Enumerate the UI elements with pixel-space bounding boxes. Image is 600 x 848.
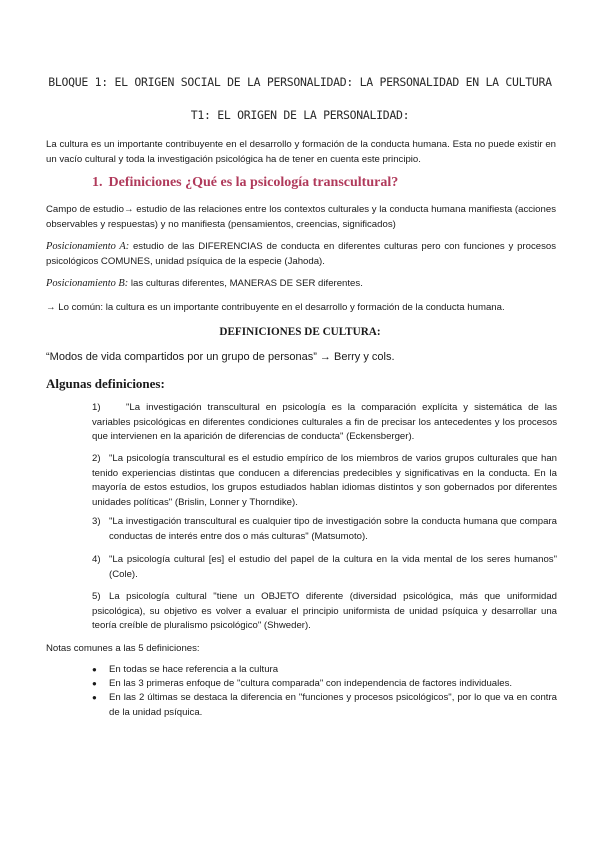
definition-number: 1)	[92, 402, 101, 413]
campo-paragraph: Campo de estudio→ estudio de las relaciones entre los contextos culturales y la conducta humana manifiesta (acciones observables y respuestas) y no manifiesta (pensamientos, creencias, significados)	[46, 204, 556, 230]
intro-paragraph: La cultura es un importante contribuyente en el desarrollo y formación de la conducta humana. Esta no puede existir en un vacío cultural y toda la investigación psicológica ha de tener en cuenta este principio.	[46, 139, 556, 165]
modos-de-vida-quote: “Modos de vida compartidos por un grupo de personas” → Berry y cols.	[46, 351, 395, 363]
pos-a-label: Posicionamiento A:	[46, 241, 130, 252]
definition-item	[92, 401, 557, 445]
bullet-icon: ●	[92, 665, 97, 674]
list-item	[92, 691, 557, 720]
list-item	[92, 677, 557, 692]
posicionamiento-b	[46, 277, 556, 292]
definition-text: "La psicología cultural [es] el estudio del papel de la cultura en la vida mental de los seres humanos" (Cole).	[109, 554, 557, 580]
definition-text: "La psicología transcultural es el estudio empírico de los miembros de varios grupos culturales que han tenido experiencias distintas que conducen a diferencias predecibles y significativas en la conducta. En la mayoría de estos estudios, los grupos estudiados hablan idiomas distintos y son gobernados por diferentes unidades políticas" (Brislin, Lonner y Thorndike).	[92, 453, 557, 508]
list-item-text: En todas se hace referencia a la cultura	[109, 664, 279, 675]
list-item-text: En las 2 últimas se destaca la diferencia en "funciones y procesos psicológicos", por lo que va en contra de la unidad psíquica.	[109, 692, 557, 718]
lo-comun-paragraph: → Lo común: la cultura es un importante contribuyente en el desarrollo y formación de la conducta humana.	[46, 302, 505, 313]
definition-number: 2)	[92, 453, 101, 464]
definition-text: La psicología cultural "tiene un OBJETO diferente (diversidad psicológica, más que uniformidad psicológica), su objetivo es volver a evaluar el principio uniformista de unidad psíquica y desarrollar una teoría creíble de pluralismo psicológico" (Shweder).	[92, 591, 557, 631]
definition-item	[92, 515, 557, 544]
definition-item	[92, 590, 557, 634]
definiciones-cultura-heading: DEFINICIONES DE CULTURA:	[219, 326, 381, 338]
list-item-text: En las 3 primeras enfoque de "cultura comparada" con independencia de factores individuales.	[109, 678, 513, 689]
definition-text: "La investigación transcultural es cualquier tipo de investigación sobre la conducta humana que compara conductas de interés entre dos o más culturas" (Matsumoto).	[109, 516, 557, 542]
bullet-icon: ●	[92, 679, 97, 688]
bullet-icon: ●	[92, 693, 97, 702]
section-title: Definiciones ¿Qué es la psicología transcultural?	[108, 175, 399, 190]
section-heading	[92, 175, 398, 191]
pos-b-text: las culturas diferentes, MANERAS DE SER diferentes.	[128, 278, 363, 289]
pos-b-label: Posicionamiento B:	[46, 278, 129, 289]
definition-item	[92, 553, 557, 582]
notas-heading: Notas comunes a las 5 definiciones:	[46, 643, 200, 654]
definition-item	[92, 452, 557, 510]
topic-title: T1: EL ORIGEN DE LA PERSONALIDAD:	[190, 108, 410, 122]
block-title: BLOQUE 1: EL ORIGEN SOCIAL DE LA PERSONALIDAD: LA PERSONALIDAD EN LA CULTURA	[48, 75, 552, 89]
definition-number: 3)	[92, 516, 101, 527]
algunas-definiciones-heading: Algunas definiciones:	[46, 376, 165, 391]
posicionamiento-a	[46, 240, 556, 269]
definition-number: 5)	[92, 591, 101, 602]
definition-text: "La investigación transcultural en psicología es la comparación explícita y sistemática de las variables psicológicas en diferentes condiciones culturales a fin de precisar los antecedentes y los procesos que intervienen en la aparición de diferencias de conducta" (Eckensberger).	[92, 402, 557, 442]
section-number: 1.	[92, 175, 103, 190]
definition-number: 4)	[92, 554, 101, 565]
list-item	[92, 663, 557, 678]
pos-a-text: estudio de las DIFERENCIAS de conducta en diferentes culturas pero con funciones y procesos psicológicos COMUNES, unidad psíquica de la especie (Jahoda).	[46, 241, 557, 267]
